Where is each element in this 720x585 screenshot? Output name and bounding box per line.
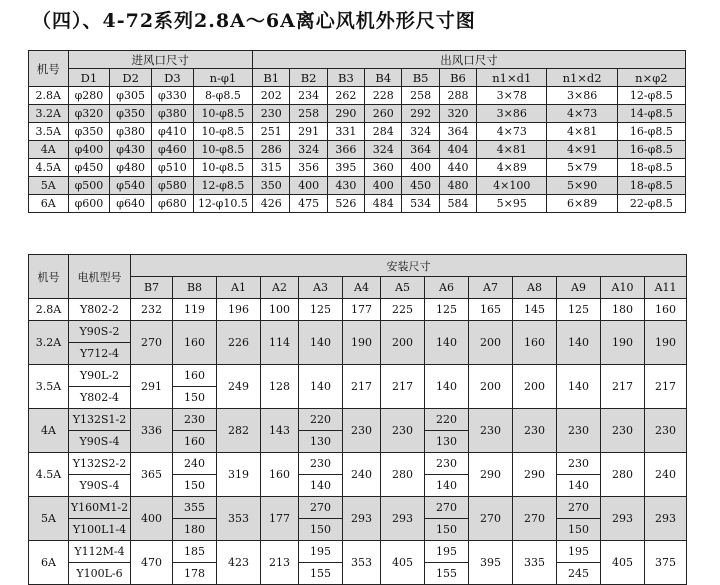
table-cell: 22-φ8.5 xyxy=(617,195,685,213)
table-cell: 195 xyxy=(299,541,343,563)
table-cell: φ380 xyxy=(152,105,194,123)
motor-cell: Y802-2 xyxy=(69,299,131,321)
table-row xyxy=(29,541,687,563)
table-cell: 190 xyxy=(343,321,381,365)
table-cell: 230 xyxy=(645,409,687,453)
table-cell: 160 xyxy=(261,453,299,497)
table-cell: 18-φ8.5 xyxy=(617,159,685,177)
table-cell: 230 xyxy=(513,409,557,453)
table-cell: 355 xyxy=(173,497,217,519)
table-cell: 140 xyxy=(425,475,469,497)
table-cell: 150 xyxy=(299,519,343,541)
table-cell: 4×81 xyxy=(477,141,547,159)
table-cell: 16-φ8.5 xyxy=(617,123,685,141)
header-outlet-group: 出风口尺寸 xyxy=(253,51,686,69)
table-cell: φ350 xyxy=(68,123,110,141)
table-cell: 249 xyxy=(217,365,261,409)
table-cell: 160 xyxy=(173,431,217,453)
table-cell: 196 xyxy=(217,299,261,321)
table-row xyxy=(29,497,687,519)
table-cell: 353 xyxy=(217,497,261,541)
table-cell: 293 xyxy=(343,497,381,541)
table-cell: 190 xyxy=(645,321,687,365)
table-cell: 6×89 xyxy=(547,195,617,213)
table-cell: 3×78 xyxy=(477,87,547,105)
column-header: n1×d1 xyxy=(477,69,547,87)
header-motor-model: 电机型号 xyxy=(69,255,131,299)
table-cell: 140 xyxy=(299,365,343,409)
table-cell: 475 xyxy=(290,195,327,213)
table-cell: 290 xyxy=(469,453,513,497)
table-cell: 140 xyxy=(299,321,343,365)
table-cell: 202 xyxy=(253,87,290,105)
table-cell: 5×95 xyxy=(477,195,547,213)
table-cell: 195 xyxy=(557,541,601,563)
table-cell: 240 xyxy=(645,453,687,497)
table-cell: 240 xyxy=(173,453,217,475)
table-cell: 280 xyxy=(381,453,425,497)
motor-cell: Y90L-2 xyxy=(69,365,131,387)
table-cell: 160 xyxy=(513,321,557,365)
column-header: A8 xyxy=(513,277,557,299)
table-cell: φ580 xyxy=(152,177,194,195)
table-row xyxy=(29,453,687,475)
table-cell: 270 xyxy=(469,497,513,541)
table-cell: 200 xyxy=(469,365,513,409)
table-cell: 291 xyxy=(290,123,327,141)
table-cell: 195 xyxy=(425,541,469,563)
motor-cell: Y132S2-2 xyxy=(69,453,131,475)
table-cell: 293 xyxy=(601,497,645,541)
table-cell: 356 xyxy=(290,159,327,177)
column-header: B1 xyxy=(253,69,290,87)
table-cell: 405 xyxy=(381,541,425,585)
table-cell: φ305 xyxy=(110,87,152,105)
table-cell: 8-φ8.5 xyxy=(193,87,252,105)
machine-cell: 5A xyxy=(29,497,69,541)
table-row xyxy=(29,299,687,321)
table-cell: 143 xyxy=(261,409,299,453)
table-cell: 288 xyxy=(439,87,476,105)
table-row xyxy=(29,141,686,159)
column-header: A10 xyxy=(601,277,645,299)
table-cell: 190 xyxy=(601,321,645,365)
table-cell: 270 xyxy=(425,497,469,519)
table-cell: 119 xyxy=(173,299,217,321)
machine-cell: 3.5A xyxy=(29,365,69,409)
table-cell: 14-φ8.5 xyxy=(617,105,685,123)
table-cell: 217 xyxy=(645,365,687,409)
table-cell: 180 xyxy=(173,519,217,541)
table-cell: 10-φ8.5 xyxy=(193,159,252,177)
table-cell: 10-φ8.5 xyxy=(193,141,252,159)
table-cell: φ680 xyxy=(152,195,194,213)
table-cell: 286 xyxy=(253,141,290,159)
column-header: B8 xyxy=(173,277,217,299)
table-cell: 150 xyxy=(173,475,217,497)
motor-cell: Y90S-2 xyxy=(69,321,131,343)
motor-cell: Y132S1-2 xyxy=(69,409,131,431)
table-cell: 125 xyxy=(557,299,601,321)
table-cell: 12-φ8.5 xyxy=(617,87,685,105)
motor-cell: Y802-4 xyxy=(69,387,131,409)
table-cell: 364 xyxy=(402,141,439,159)
table-cell: 375 xyxy=(645,541,687,585)
table-cell: 140 xyxy=(425,365,469,409)
table-cell: φ510 xyxy=(152,159,194,177)
column-header: D3 xyxy=(152,69,194,87)
table-cell: 290 xyxy=(513,453,557,497)
table-cell: 400 xyxy=(131,497,173,541)
table-cell: 128 xyxy=(261,365,299,409)
table-cell: 177 xyxy=(343,299,381,321)
motor-cell: Y90S-4 xyxy=(69,475,131,497)
table-cell: 230 xyxy=(173,409,217,431)
table-cell: 4×89 xyxy=(477,159,547,177)
table-cell: 125 xyxy=(299,299,343,321)
table-cell: 450 xyxy=(402,177,439,195)
table-cell: 155 xyxy=(299,563,343,585)
column-header: A11 xyxy=(645,277,687,299)
table-cell: 319 xyxy=(217,453,261,497)
table-row xyxy=(29,105,686,123)
table-cell: 324 xyxy=(290,141,327,159)
table-cell: 395 xyxy=(327,159,364,177)
machine-cell: 6A xyxy=(29,541,69,585)
table-cell: 534 xyxy=(402,195,439,213)
header-install-group: 安装尺寸 xyxy=(131,255,687,277)
table-row xyxy=(29,195,686,213)
table-cell: φ380 xyxy=(110,123,152,141)
table-cell: 350 xyxy=(253,177,290,195)
table-cell: 324 xyxy=(402,123,439,141)
table-cell: 200 xyxy=(469,321,513,365)
table-cell: 140 xyxy=(557,321,601,365)
machine-cell: 3.2A xyxy=(29,321,69,365)
table-cell: φ500 xyxy=(68,177,110,195)
table-cell: 230 xyxy=(253,105,290,123)
table-cell: 291 xyxy=(131,365,173,409)
table-cell: 320 xyxy=(439,105,476,123)
table-cell: 5A xyxy=(29,177,69,195)
table-cell: 365 xyxy=(131,453,173,497)
table-cell: 155 xyxy=(425,563,469,585)
table-cell: φ280 xyxy=(68,87,110,105)
table-cell: 258 xyxy=(290,105,327,123)
motor-cell: Y100L1-4 xyxy=(69,519,131,541)
table-cell: 100 xyxy=(261,299,299,321)
column-header: B7 xyxy=(131,277,173,299)
table-cell: 484 xyxy=(365,195,402,213)
table-cell: 290 xyxy=(327,105,364,123)
table-cell: 270 xyxy=(299,497,343,519)
table-cell: φ480 xyxy=(110,159,152,177)
table-cell: 6A xyxy=(29,195,69,213)
table-cell: 12-φ10.5 xyxy=(193,195,252,213)
table-cell: 16-φ8.5 xyxy=(617,141,685,159)
column-header: B4 xyxy=(365,69,402,87)
table-cell: 3×86 xyxy=(477,105,547,123)
table-cell: 230 xyxy=(425,453,469,475)
column-header: A1 xyxy=(217,277,261,299)
table-cell: 353 xyxy=(343,541,381,585)
table-cell: 230 xyxy=(557,453,601,475)
table-cell: 293 xyxy=(645,497,687,541)
table-cell: 230 xyxy=(557,409,601,453)
table-cell: 315 xyxy=(253,159,290,177)
table-cell: 282 xyxy=(217,409,261,453)
table-cell: 426 xyxy=(253,195,290,213)
column-header: n1×d2 xyxy=(547,69,617,87)
table-cell: 160 xyxy=(173,321,217,365)
header-machine-no: 机号 xyxy=(29,51,69,87)
table-cell: 140 xyxy=(425,321,469,365)
table-cell: 584 xyxy=(439,195,476,213)
table-cell: 423 xyxy=(217,541,261,585)
table-cell: 230 xyxy=(381,409,425,453)
table-cell: 185 xyxy=(173,541,217,563)
column-header: A2 xyxy=(261,277,299,299)
table-cell: 335 xyxy=(513,541,557,585)
column-header: B3 xyxy=(327,69,364,87)
table-cell: 180 xyxy=(601,299,645,321)
table-cell: 3.5A xyxy=(29,123,69,141)
table-cell: 217 xyxy=(381,365,425,409)
table-cell: 4×91 xyxy=(547,141,617,159)
table-cell: 262 xyxy=(327,87,364,105)
page-title: （四）、4-72系列2.8A～6A离心风机外形尺寸图 xyxy=(32,10,476,32)
table-cell: 114 xyxy=(261,321,299,365)
header-inlet-group: 进风口尺寸 xyxy=(68,51,253,69)
table-cell: 270 xyxy=(557,497,601,519)
table-cell: 400 xyxy=(365,177,402,195)
table-cell: 324 xyxy=(365,141,402,159)
motor-cell: Y100L-6 xyxy=(69,563,131,585)
column-header: n×φ2 xyxy=(617,69,685,87)
table-cell: 4A xyxy=(29,141,69,159)
table-cell: 177 xyxy=(261,497,299,541)
table-cell: φ640 xyxy=(110,195,152,213)
table-cell: 130 xyxy=(425,431,469,453)
table-cell: φ410 xyxy=(152,123,194,141)
table-cell: 260 xyxy=(365,105,402,123)
table-cell: φ540 xyxy=(110,177,152,195)
table-cell: φ460 xyxy=(152,141,194,159)
machine-cell: 2.8A xyxy=(29,299,69,321)
table-cell: 240 xyxy=(343,453,381,497)
table-cell: 280 xyxy=(601,453,645,497)
table-cell: 150 xyxy=(425,519,469,541)
table-row xyxy=(29,321,687,343)
column-header: A4 xyxy=(343,277,381,299)
column-header: D2 xyxy=(110,69,152,87)
table-cell: 4×73 xyxy=(477,123,547,141)
motor-cell: Y160M1-2 xyxy=(69,497,131,519)
table-cell: 292 xyxy=(402,105,439,123)
table-row xyxy=(29,177,686,195)
column-header: B2 xyxy=(290,69,327,87)
table-cell: 360 xyxy=(365,159,402,177)
installation-dimensions-table xyxy=(28,254,687,585)
table-cell: 470 xyxy=(131,541,173,585)
table-cell: 440 xyxy=(439,159,476,177)
motor-cell: Y90S-4 xyxy=(69,431,131,453)
table-cell: φ430 xyxy=(110,141,152,159)
table-cell: 230 xyxy=(343,409,381,453)
table-row xyxy=(29,365,687,387)
table-cell: 5×79 xyxy=(547,159,617,177)
table-cell: 228 xyxy=(365,87,402,105)
table-cell: 165 xyxy=(469,299,513,321)
table-cell: 230 xyxy=(469,409,513,453)
table-cell: 366 xyxy=(327,141,364,159)
column-header: A6 xyxy=(425,277,469,299)
column-header: A7 xyxy=(469,277,513,299)
table-cell: 331 xyxy=(327,123,364,141)
table-cell: φ600 xyxy=(68,195,110,213)
table-cell: 217 xyxy=(343,365,381,409)
motor-cell: Y112M-4 xyxy=(69,541,131,563)
table-cell: 160 xyxy=(645,299,687,321)
table-cell: 3×86 xyxy=(547,87,617,105)
table-cell: 12-φ8.5 xyxy=(193,177,252,195)
table-cell: 284 xyxy=(365,123,402,141)
table-cell: 140 xyxy=(299,475,343,497)
table-cell: 4×81 xyxy=(547,123,617,141)
machine-cell: 4.5A xyxy=(29,453,69,497)
table-cell: 405 xyxy=(601,541,645,585)
table-row xyxy=(29,123,686,141)
table-cell: φ330 xyxy=(152,87,194,105)
table-cell: φ350 xyxy=(110,105,152,123)
table-cell: 200 xyxy=(513,365,557,409)
table-cell: 400 xyxy=(290,177,327,195)
table-cell: 5×90 xyxy=(547,177,617,195)
table-cell: 293 xyxy=(381,497,425,541)
column-header: A9 xyxy=(557,277,601,299)
table-cell: 270 xyxy=(131,321,173,365)
table-cell: 217 xyxy=(601,365,645,409)
table-cell: 251 xyxy=(253,123,290,141)
table-cell: 3.2A xyxy=(29,105,69,123)
table-cell: 336 xyxy=(131,409,173,453)
table-cell: 400 xyxy=(402,159,439,177)
table-cell: 213 xyxy=(261,541,299,585)
table-cell: 178 xyxy=(173,563,217,585)
inlet-outlet-dimensions-table xyxy=(28,50,686,213)
table-cell: 258 xyxy=(402,87,439,105)
column-header: n-φ1 xyxy=(193,69,252,87)
table-cell: 230 xyxy=(299,453,343,475)
column-header: A5 xyxy=(381,277,425,299)
table-cell: 140 xyxy=(557,365,601,409)
table-cell: 4×100 xyxy=(477,177,547,195)
table-cell: 150 xyxy=(173,387,217,409)
table-cell: 200 xyxy=(381,321,425,365)
table-cell: 270 xyxy=(513,497,557,541)
table-cell: 160 xyxy=(173,365,217,387)
table-cell: 364 xyxy=(439,123,476,141)
table-row xyxy=(29,159,686,177)
table-cell: 225 xyxy=(381,299,425,321)
table-cell: 150 xyxy=(557,519,601,541)
table-cell: 140 xyxy=(557,475,601,497)
table-cell: 4×73 xyxy=(547,105,617,123)
machine-cell: 4A xyxy=(29,409,69,453)
column-header: A3 xyxy=(299,277,343,299)
table-row xyxy=(29,87,686,105)
table-cell: 10-φ8.5 xyxy=(193,105,252,123)
table-cell: 220 xyxy=(299,409,343,431)
table-cell: 430 xyxy=(327,177,364,195)
column-header: B5 xyxy=(402,69,439,87)
column-header: B6 xyxy=(439,69,476,87)
table-cell: 245 xyxy=(557,563,601,585)
table-cell: 526 xyxy=(327,195,364,213)
table-cell: 18-φ8.5 xyxy=(617,177,685,195)
table-cell: 404 xyxy=(439,141,476,159)
table-cell: φ400 xyxy=(68,141,110,159)
table-cell: 395 xyxy=(469,541,513,585)
table-cell: 125 xyxy=(425,299,469,321)
table-row xyxy=(29,409,687,431)
table-cell: 226 xyxy=(217,321,261,365)
table-cell: φ320 xyxy=(68,105,110,123)
table-cell: 10-φ8.5 xyxy=(193,123,252,141)
table-cell: 480 xyxy=(439,177,476,195)
motor-cell: Y712-4 xyxy=(69,343,131,365)
table-cell: 230 xyxy=(601,409,645,453)
table-cell: 234 xyxy=(290,87,327,105)
table-cell: 220 xyxy=(425,409,469,431)
table-cell: 4.5A xyxy=(29,159,69,177)
table-cell: φ450 xyxy=(68,159,110,177)
table-cell: 2.8A xyxy=(29,87,69,105)
column-header: D1 xyxy=(68,69,110,87)
table-cell: 130 xyxy=(299,431,343,453)
table-cell: 232 xyxy=(131,299,173,321)
header-machine-no-2: 机号 xyxy=(29,255,69,299)
table-cell: 145 xyxy=(513,299,557,321)
